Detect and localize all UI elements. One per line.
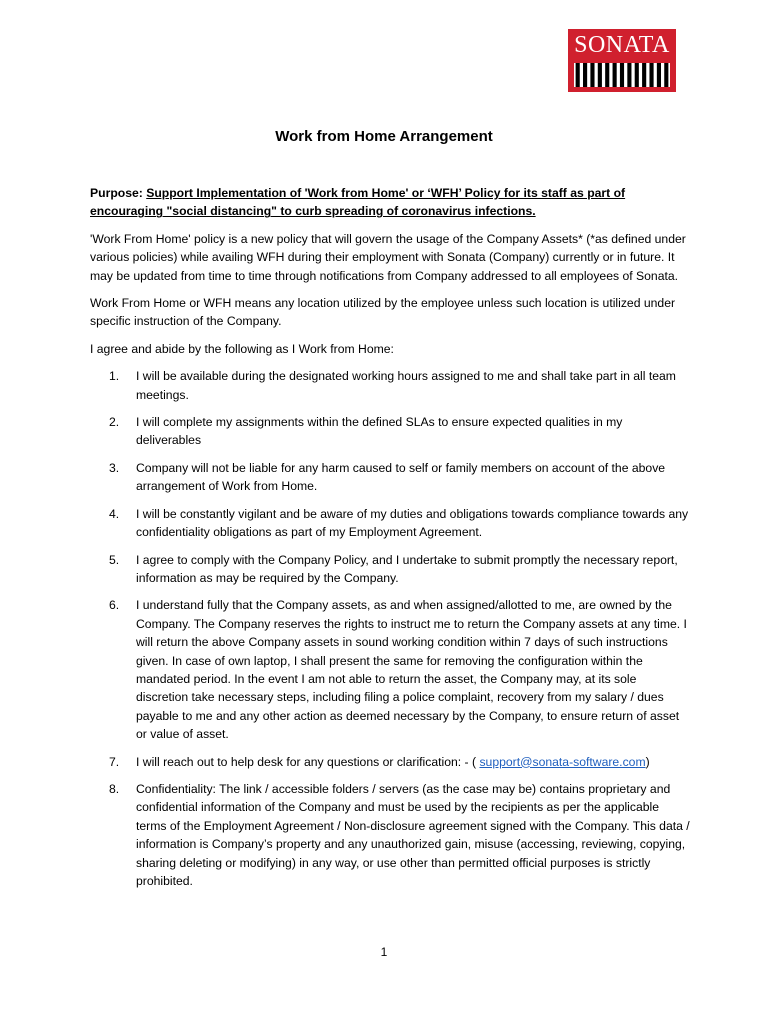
- terms-list: [90, 367, 690, 890]
- document-title: Work from Home Arrangement: [275, 128, 493, 145]
- piano-key: [576, 63, 580, 87]
- support-email-link[interactable]: support@sonata-software.com: [479, 754, 646, 769]
- purpose-statement: [90, 184, 690, 221]
- piano-key: [649, 63, 653, 87]
- piano-key: [664, 63, 668, 87]
- piano-key: [627, 63, 631, 87]
- wfh-definition-paragraph: Work From Home or WFH means any location utilized by the employee unless such location is utilized under specific instruction of the Company.: [90, 296, 676, 329]
- piano-keys-icon: [574, 63, 670, 87]
- list-item: 1. I will be available during the designated working hours assigned to me and shall take part in all team meetings.: [109, 369, 676, 402]
- piano-key: [613, 63, 617, 87]
- piano-key: [605, 63, 609, 87]
- list-item: 8. Confidentiality: The link / accessible folders / servers (as the case may be) contains proprietary and confidential information of the Company and must be used by the recipients as per the applicable terms of the Employment Agreement / Non-disclosure agreement signed with the Company. This data / information is Company’s property and any unauthorized gain, misuse (accessing, reviewing, copying, sharing deleting or modifying) in any way, or use other than permitted official purposes is strictly prohibited.: [109, 781, 690, 888]
- purpose-label: Purpose:: [90, 186, 147, 200]
- piano-key: [598, 63, 602, 87]
- piano-key: [620, 63, 624, 87]
- logo-text: SONATA: [574, 32, 670, 58]
- agreement-intro: I agree and abide by the following as I Work from Home:: [90, 341, 394, 356]
- piano-key: [635, 63, 639, 87]
- page-number: 1: [380, 945, 388, 959]
- list-item: 3. Company will not be liable for any harm caused to self or family members on account of the above arrangement of Work from Home.: [109, 460, 666, 494]
- list-item: 2. I will complete my assignments within the defined SLAs to ensure expected qualities in my deliverables: [109, 415, 623, 448]
- document-body: [90, 184, 690, 899]
- list-item: 6. I understand fully that the Company assets, as and when assigned/allotted to me, are owned by the Company. The Company reserves the rights to instruct me to return the Company assets at any time. I will return the above Company assets in sound working condition within 7 days of such instructions given. In case of own laptop, I shall present the same for removing the configuration within the mandated period. In the event I am not able to return the asset, the Company may, at its sole discretion take necessary steps, including filing a police complaint, recovery from my salary / dues payable to me and any other action as deemed necessary by the Company, to ensure return of asset or value of asset.: [109, 598, 687, 742]
- piano-key: [583, 63, 587, 87]
- sonata-logo: [568, 29, 676, 92]
- piano-key: [657, 63, 661, 87]
- list-item: 4. I will be constantly vigilant and be aware of my duties and obligations towards compliance towards any confidentiality obligations as part of my Employment Agreement.: [109, 506, 689, 540]
- piano-key: [590, 63, 594, 87]
- list-item: 5. I agree to comply with the Company Policy, and I undertake to submit promptly the necessary report, information as may be required by the Company.: [109, 552, 678, 585]
- list-item: 7. I will reach out to help desk for any questions or clarification: - ( support@sonata-software.com): [109, 754, 650, 769]
- piano-key: [642, 63, 646, 87]
- purpose-text: Support Implementation of 'Work from Home' or ‘WFH’ Policy for its staff as part of encouraging "social distancing" to curb spreading of coronavirus infections.: [90, 186, 626, 219]
- policy-paragraph: 'Work From Home' policy is a new policy that will govern the usage of the Company Assets* (*as defined under various policies) while availing WFH during their employment with Sonata (Company) currently or in future. It may be updated from time to time through notifications from Company addressed to all employees of Sonata.: [90, 231, 686, 283]
